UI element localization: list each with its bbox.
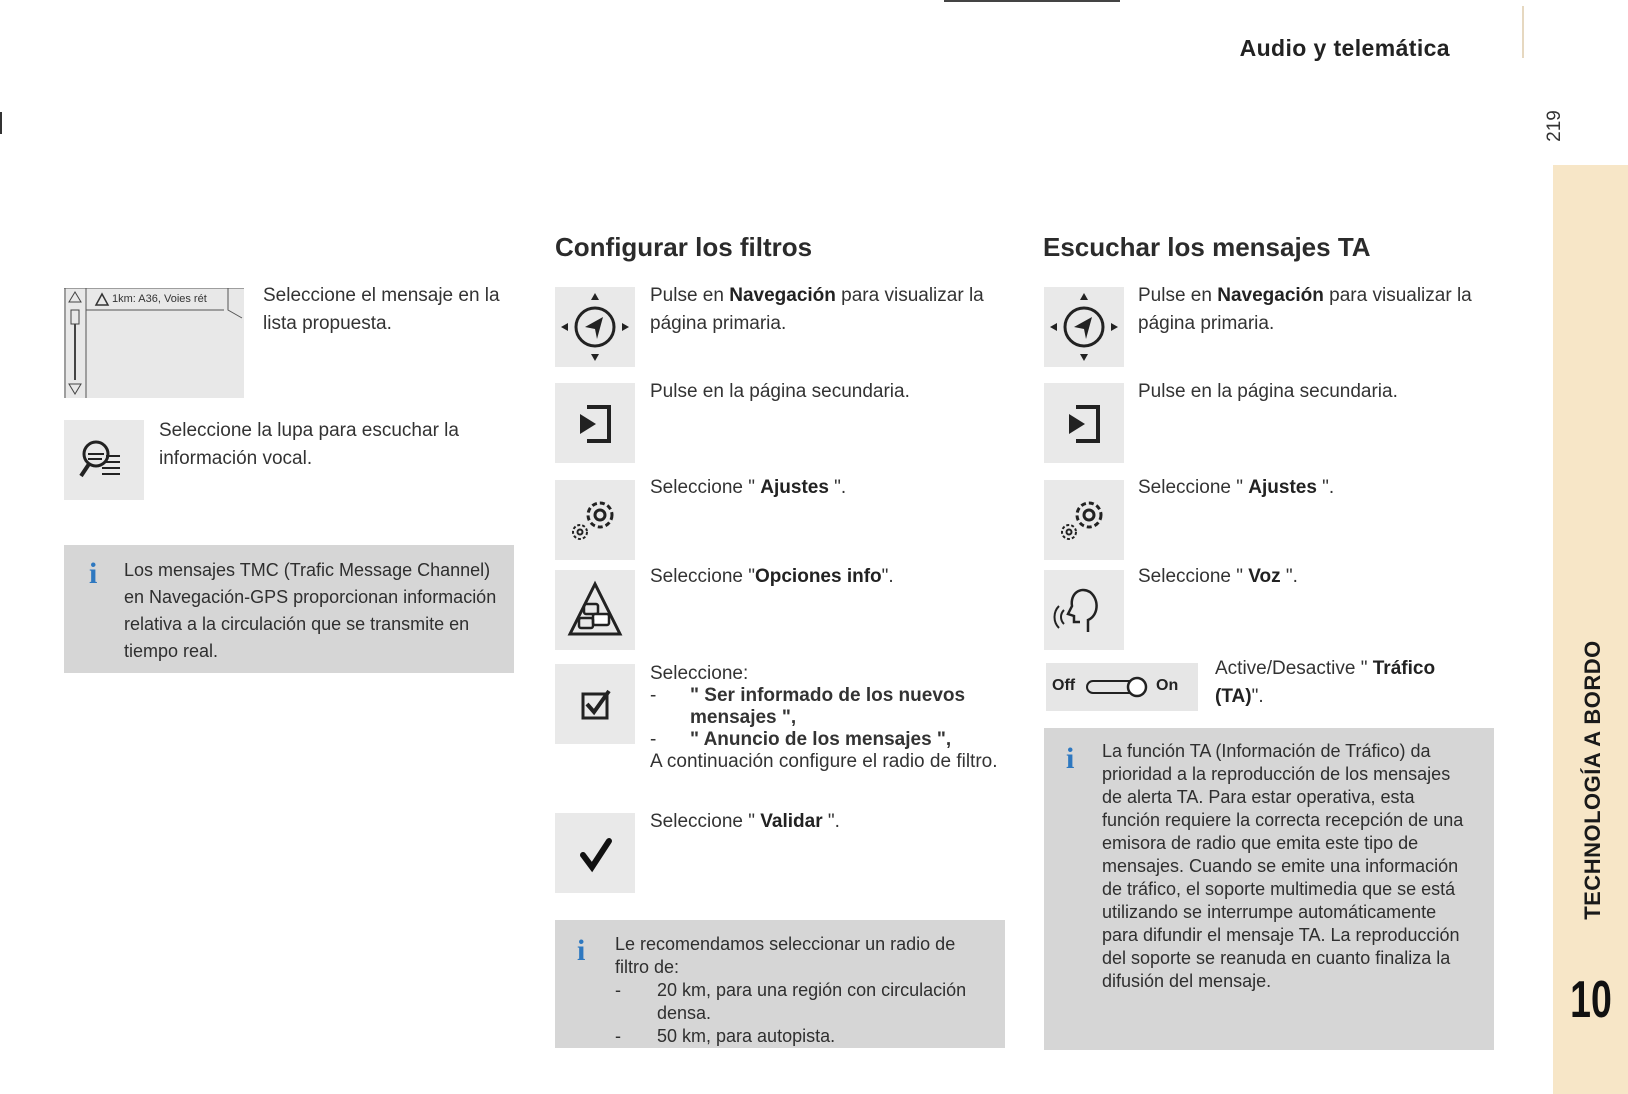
- ta-info-box: [1044, 728, 1494, 1050]
- page-number: 219: [1543, 110, 1565, 142]
- tmc-info-text: Los mensajes TMC (Trafic Message Channel) en Navegación-GPS proporcionan información relativa a la circulación que se transmite en tiempo real.: [124, 560, 497, 661]
- gear-icon: [555, 480, 635, 560]
- right-step2-text: Pulse en la página secundaria.: [1138, 381, 1398, 402]
- mid-step5-options-list: [650, 685, 1010, 751]
- settings-button[interactable]: [555, 480, 635, 560]
- settings-button[interactable]: [1044, 480, 1124, 560]
- filter-radius-info-text: Le recomendamos seleccionar un radio de filtro de: - 20 km, para una región con circulación densa. - 50 km, para autopista.: [615, 933, 990, 1048]
- configure-filters-title: Configurar los filtros: [555, 232, 813, 262]
- traffic-info-icon: [555, 570, 635, 650]
- listen-ta-title: Escuchar los mensajes TA: [1043, 232, 1371, 262]
- navigation-dial-icon: [1044, 287, 1124, 367]
- top-rule: [944, 0, 1120, 2]
- left-step1-text: Seleccione el mensaje en la lista propuesta.: [263, 285, 500, 334]
- ta-info-text: La función TA (Información de Tráfico) da prioridad a la reproducción de los mensajes de alerta TA. Para estar operativa, esta función requiere la correcta recepción de una emisora de radio que emita este tipo de mensajes. Cuando se emite una información de tráfico, el soporte multimedia que se está utilizando se interrumpe automáticamente para difundir el mensaje TA. La reproducción del soporte se reanuda en cuanto finaliza la difusión del mensaje.: [1102, 741, 1464, 991]
- tmc-info-box: [64, 545, 514, 673]
- checkmark-icon: [555, 813, 635, 893]
- voice-button[interactable]: [1044, 570, 1124, 650]
- right-step4-text: Seleccione " Voz ".: [1138, 566, 1298, 587]
- traffic-message-list-thumbnail: [64, 288, 244, 398]
- chapter-number: 10: [1570, 971, 1612, 1029]
- info-icon: i: [577, 934, 586, 967]
- navigation-dial-icon: [555, 287, 635, 367]
- right-step5-text: Active/Desactive " Tráfico (TA)".: [1215, 658, 1436, 707]
- chapter-label: TECHNOLOGÍA A BORDO: [1580, 640, 1605, 920]
- mid-step3-text: Seleccione " Ajustes ".: [650, 477, 847, 498]
- mid-step1-text: Pulse en Navegación para visualizar la página primaria.: [650, 285, 984, 334]
- toggle-off-label: Off: [1052, 677, 1076, 694]
- secondary-page-button[interactable]: [555, 383, 635, 463]
- info-options-button[interactable]: [555, 570, 635, 650]
- header-divider: [1522, 6, 1524, 58]
- gear-icon: [1044, 480, 1124, 560]
- validate-button[interactable]: [555, 813, 635, 893]
- left-margin-mark: [0, 112, 2, 134]
- mid-step2-text: Pulse en la página secundaria.: [650, 381, 910, 402]
- page-header-title: Audio y telemática: [1239, 35, 1450, 61]
- toggle-on-label: On: [1156, 677, 1179, 694]
- list-item: - " Anuncio de los mensajes ",: [650, 729, 1010, 751]
- list-item: - 20 km, para una región con circulación densa.: [615, 979, 990, 1025]
- navigation-button[interactable]: [1044, 287, 1124, 367]
- checkbox-icon: [555, 664, 635, 744]
- secondary-page-icon: [555, 383, 635, 463]
- list-item: - " Ser informado de los nuevos mensajes ",: [650, 685, 1010, 729]
- info-icon: i: [1066, 742, 1075, 775]
- warning-message-text: 1km: A36, Voies rét: [112, 293, 207, 305]
- right-step1-text: Pulse en Navegación para visualizar la página primaria.: [1138, 285, 1472, 334]
- left-step2-text: Seleccione la lupa para escuchar la información vocal.: [159, 420, 459, 469]
- mid-step5-outro: A continuación configure el radio de filtro.: [650, 751, 998, 772]
- mid-step6-text: Seleccione " Validar ".: [650, 811, 840, 832]
- traffic-ta-toggle[interactable]: [1046, 663, 1198, 711]
- voice-icon: [1044, 570, 1124, 650]
- right-step3-text: Seleccione " Ajustes ".: [1138, 477, 1335, 498]
- mid-step5-block: [650, 663, 1010, 773]
- info-icon: i: [89, 557, 98, 590]
- navigation-button[interactable]: [555, 287, 635, 367]
- filter-radius-info-box: [555, 920, 1005, 1048]
- mid-step4-text: Seleccione "Opciones info".: [650, 566, 894, 587]
- secondary-page-button[interactable]: [1044, 383, 1124, 463]
- secondary-page-icon: [1044, 383, 1124, 463]
- checkbox-options-button[interactable]: [555, 664, 635, 744]
- magnifier-list-icon: [74, 430, 134, 490]
- list-item: - 50 km, para autopista.: [615, 1025, 990, 1048]
- mid-step5-intro: Seleccione:: [650, 663, 749, 684]
- magnifier-voice-button[interactable]: [64, 420, 144, 500]
- toggle-switch-icon: [1086, 676, 1148, 698]
